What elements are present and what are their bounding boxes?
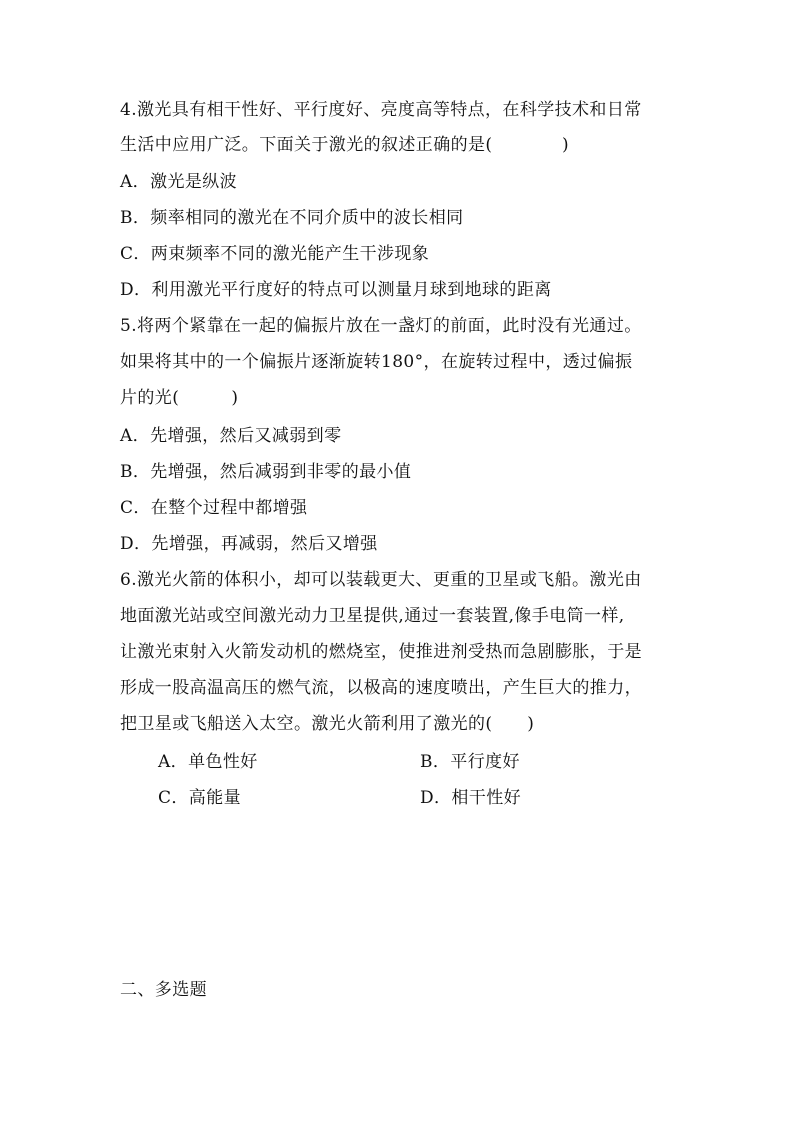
question-6-option-d: D．相干性好 bbox=[420, 788, 522, 808]
question-6-option-b: B．平行度好 bbox=[420, 752, 520, 772]
question-5-stem-line-1: 5.将两个紧靠在一起的偏振片放在一盏灯的前面，此时没有光通过。 bbox=[120, 316, 642, 336]
question-5-option-c: C．在整个过程中都增强 bbox=[120, 498, 308, 518]
question-5-stem-line-3: 片的光( ) bbox=[120, 388, 239, 408]
question-5-option-a: A．先增强，然后又减弱到零 bbox=[120, 426, 342, 446]
question-6-stem-line-3: 让激光束射入火箭发动机的燃烧室，使推进剂受热而急剧膨胀，于是 bbox=[120, 642, 642, 662]
question-4-option-d: D．利用激光平行度好的特点可以测量月球到地球的距离 bbox=[120, 280, 552, 300]
question-5-stem-line-2: 如果将其中的一个偏振片逐渐旋转180°，在旋转过程中，透过偏振 bbox=[120, 352, 633, 372]
section-heading-multiple-choice: 二、多选题 bbox=[120, 980, 207, 1000]
question-5-option-d: D．先增强，再减弱，然后又增强 bbox=[120, 534, 378, 554]
question-6-stem-line-1: 6.激光火箭的体积小，却可以装载更大、更重的卫星或飞船。激光由 bbox=[120, 570, 642, 590]
question-6-stem-line-2: 地面激光站或空间激光动力卫星提供,通过一套装置,像手电筒一样, bbox=[120, 606, 625, 626]
question-4-option-a: A．激光是纵波 bbox=[120, 172, 238, 192]
question-4-stem-line-1: 4.激光具有相干性好、平行度好、亮度高等特点，在科学技术和日常 bbox=[120, 100, 642, 120]
question-6-option-c: C．高能量 bbox=[158, 788, 242, 808]
question-6-option-a: A．单色性好 bbox=[158, 752, 258, 772]
question-6-stem-line-5: 把卫星或飞船送入太空。激光火箭利用了激光的( ) bbox=[120, 714, 535, 734]
question-4-option-c: C．两束频率不同的激光能产生干涉现象 bbox=[120, 244, 430, 264]
question-4-option-b: B．频率相同的激光在不同介质中的波长相同 bbox=[120, 208, 464, 228]
question-4-stem-line-2: 生活中应用广泛。下面关于激光的叙述正确的是( ) bbox=[120, 135, 570, 155]
question-5-option-b: B．先增强，然后减弱到非零的最小值 bbox=[120, 462, 412, 482]
question-6-stem-line-4: 形成一股高温高压的燃气流，以极高的速度喷出，产生巨大的推力， bbox=[120, 678, 642, 698]
